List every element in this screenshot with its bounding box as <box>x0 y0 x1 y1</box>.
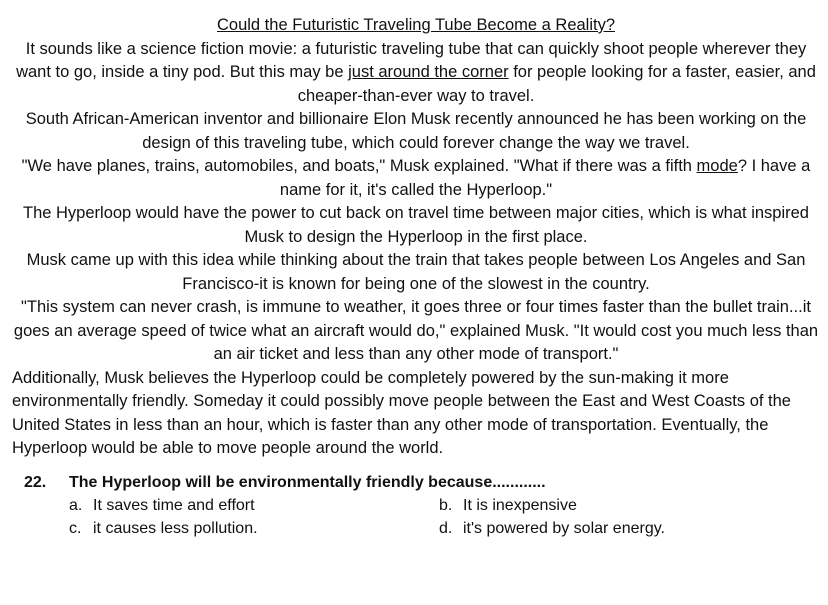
paragraph-7: Additionally, Musk believes the Hyperloop could be completely powered by the sun-making it more environmentally friendly. Someday it could possibly move people between the East and West Coasts of the United States in less than an hour, which is faster than any other mode of transportation. Eventually, the Hyperloop would be able to move people around the world. <box>12 368 791 457</box>
paragraph-1-part-1: It sounds like a science fiction movie: a futuristic traveling tube that can quickly shoot people wherever they want to go, inside a tiny pod. But this may be <box>16 39 807 81</box>
option-a-letter: a. <box>69 496 83 514</box>
paragraph-6: "This system can never crash, is immune to weather, it goes three or four times faster than the bullet train...it goes an average speed of twice what an aircraft would do," explained Musk. "It would cost you much less than an air ticket and less than any other mode of transport." <box>13 298 819 363</box>
option-b[interactable] <box>439 494 809 517</box>
paragraph-3 <box>12 155 820 202</box>
underlined-word-mode: mode <box>696 157 738 175</box>
option-d-text: it's powered by solar energy. <box>463 519 665 537</box>
paragraph-3-part-2: ? I have a name for it, it's called the Hyperloop." <box>279 157 811 199</box>
article-title: Could the Futuristic Traveling Tube Become a Reality? <box>216 16 616 34</box>
question-number: 22. <box>24 473 47 491</box>
question-text: The Hyperloop will be environmentally friendly because............ <box>69 473 546 491</box>
paragraph-4: The Hyperloop would have the power to cut back on travel time between major cities, which is what inspired Musk to design the Hyperloop in the first place. <box>23 204 809 246</box>
paragraph-1-part-2: for people looking for a faster, easier, and cheaper-than-ever way to travel. <box>297 63 816 105</box>
option-b-text: It is inexpensive <box>463 496 577 514</box>
option-c-letter: c. <box>69 519 82 537</box>
option-b-letter: b. <box>439 496 453 514</box>
paragraph-3-part-1: "We have planes, trains, automobiles, and boats," Musk explained. "What if there was a fifth <box>21 157 697 175</box>
underlined-phrase-corner: just around the corner <box>348 63 509 81</box>
option-d-letter: d. <box>439 519 453 537</box>
paragraph-1 <box>12 38 820 109</box>
option-d[interactable] <box>439 517 809 540</box>
option-c[interactable] <box>69 517 439 540</box>
option-c-text: it causes less pollution. <box>93 519 258 537</box>
paragraph-2: South African-American inventor and billionaire Elon Musk recently announced he has been working on the design of this traveling tube, which could forever change the way we travel. <box>25 110 807 152</box>
question-22 <box>12 471 820 494</box>
option-a[interactable] <box>69 494 439 517</box>
options-row-2 <box>69 517 820 540</box>
paragraph-5: Musk came up with this idea while thinking about the train that takes people between Los Angeles and San Francisco-it is known for being one of the slowest in the country. <box>26 251 806 293</box>
answer-options <box>12 494 820 540</box>
options-row-1 <box>69 494 820 517</box>
option-a-text: It saves time and effort <box>93 496 255 514</box>
